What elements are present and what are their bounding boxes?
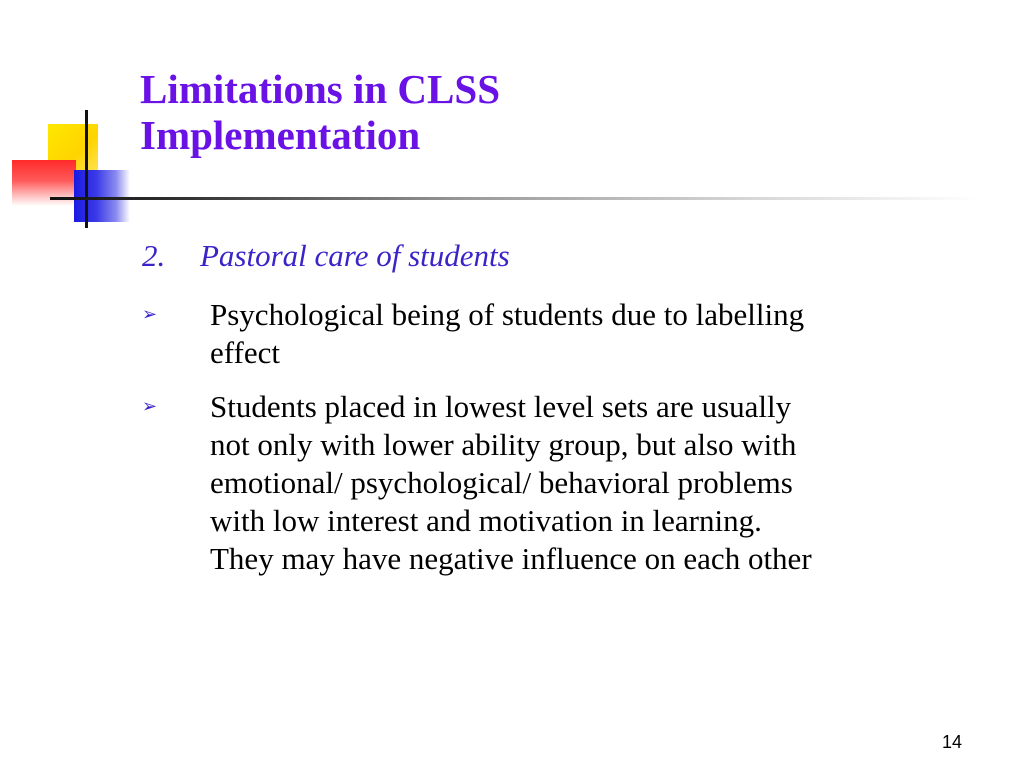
bullet-text-line: Students placed in lowest level sets are usually (210, 389, 792, 424)
title-divider-line (50, 197, 980, 200)
bullet-item (142, 388, 1002, 578)
arrow-bullet-icon: ➢ (142, 304, 158, 325)
arrow-bullet-icon: ➢ (142, 396, 158, 417)
slide-title (140, 66, 960, 158)
slide-title-line: Implementation (140, 112, 421, 158)
page-number: 14 (941, 732, 962, 752)
subheading-text: Pastoral care of students (200, 238, 510, 273)
bullet-text-line: Psychological being of students due to labelling (210, 297, 805, 332)
bullet-text-line: with low interest and motivation in learning. (210, 503, 762, 538)
subheading-number: 2. (142, 238, 166, 273)
decorative-blue-square (74, 170, 130, 222)
bullet-item (142, 296, 1002, 372)
slide-title-line: Limitations in CLSS (140, 66, 500, 112)
decorative-vertical-line (85, 110, 88, 228)
bullet-text-line: emotional/ psychological/ behavioral problems (210, 465, 793, 500)
bullet-text-line: effect (210, 335, 280, 370)
bullet-list (142, 296, 1002, 594)
section-subheading (142, 236, 510, 276)
bullet-text-line: not only with lower ability group, but also with (210, 427, 797, 462)
bullet-text-line: They may have negative influence on each other (210, 541, 812, 576)
